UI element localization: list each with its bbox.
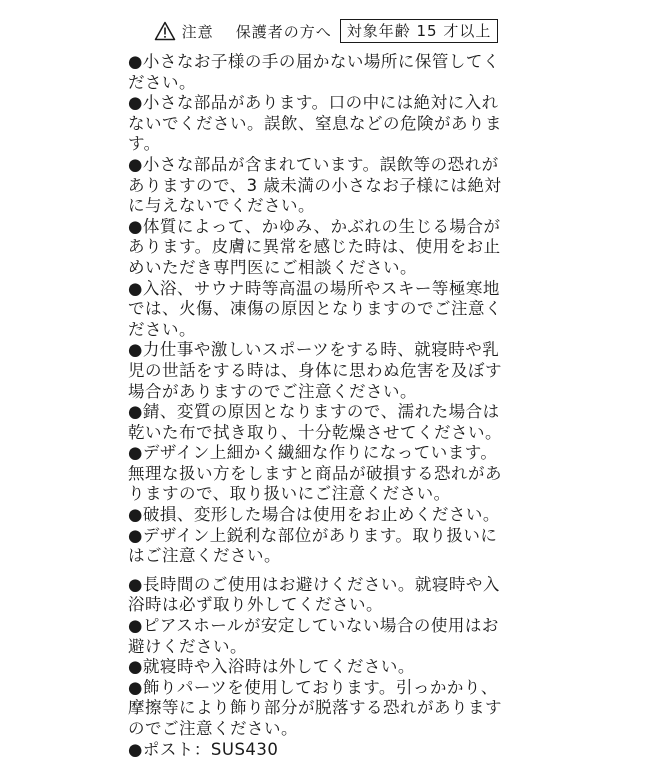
caution-label: 注意 <box>181 22 214 41</box>
notice-item: ●就寝時や入浴時は外してください。 <box>128 657 415 677</box>
warning-triangle-icon <box>154 21 176 41</box>
warning-header <box>0 18 652 44</box>
notice-item: ●長時間のご使用はお避けください。就寝時や入 浴時は必ず取り外してください。 <box>128 574 500 615</box>
notice-item: ●デザイン上細かく繊細な作りになっています。 無理な扱い方をしますと商品が破損する恐れがあ りますので、取り扱いにご注意ください。 <box>128 443 502 504</box>
notice-list <box>128 52 528 760</box>
notice-item: ●体質によって、かゆみ、かぶれの生じる場合が あります。皮膚に異常を感じた時は、使用をお止 めいただき専門医にご相談ください。 <box>128 216 501 277</box>
age-notice-badge: 対象年齢 15 才以上 <box>340 19 499 43</box>
notice-item: ●入浴、サウナ時等高温の場所やスキー等極寒地 では、火傷、凍傷の原因となりますのでご注意く ださい。 <box>128 278 502 339</box>
notice-item: ●ポスト：SUS430 <box>128 739 279 759</box>
notice-item: ●小さな部品が含まれています。誤飲等の恐れが ありますので、3 歳未満の小さなお子様には絶対 に与えないでください。 <box>128 154 502 216</box>
audience-label: 保護者の方へ <box>235 22 332 41</box>
notice-item: ●飾りパーツを使用しております。引っかかり、 摩擦等により飾り部分が脱落する恐れがあります のでご注意ください。 <box>128 677 502 738</box>
notice-item: ●小さなお子様の手の届かない場所に保管してく ださい。 <box>128 52 500 92</box>
notice-item: ●力仕事や激しいスポーツをする時、就寝時や乳 児の世話をする時は、身体に思わぬ危害を及ぼす 場合がありますのでご注意ください。 <box>128 340 502 401</box>
notice-item: ●破損、変形した場合は使用をお止めください。 <box>128 505 500 525</box>
notice-item: ●錆、変質の原因となりますので、濡れた場合は 乾いた布で拭き取り、十分乾燥させてください。 <box>128 402 502 442</box>
notice-item: ●小さな部品があります。口の中には絶対に入れ ないでください。誤飲、窒息などの危険があります。 <box>128 93 502 154</box>
notice-item: ●デザイン上鋭利な部位があります。取り扱いに はご注意ください。 <box>128 525 498 566</box>
notice-item: ●ピアスホールが安定していない場合の使用はお 避けください。 <box>128 616 499 656</box>
